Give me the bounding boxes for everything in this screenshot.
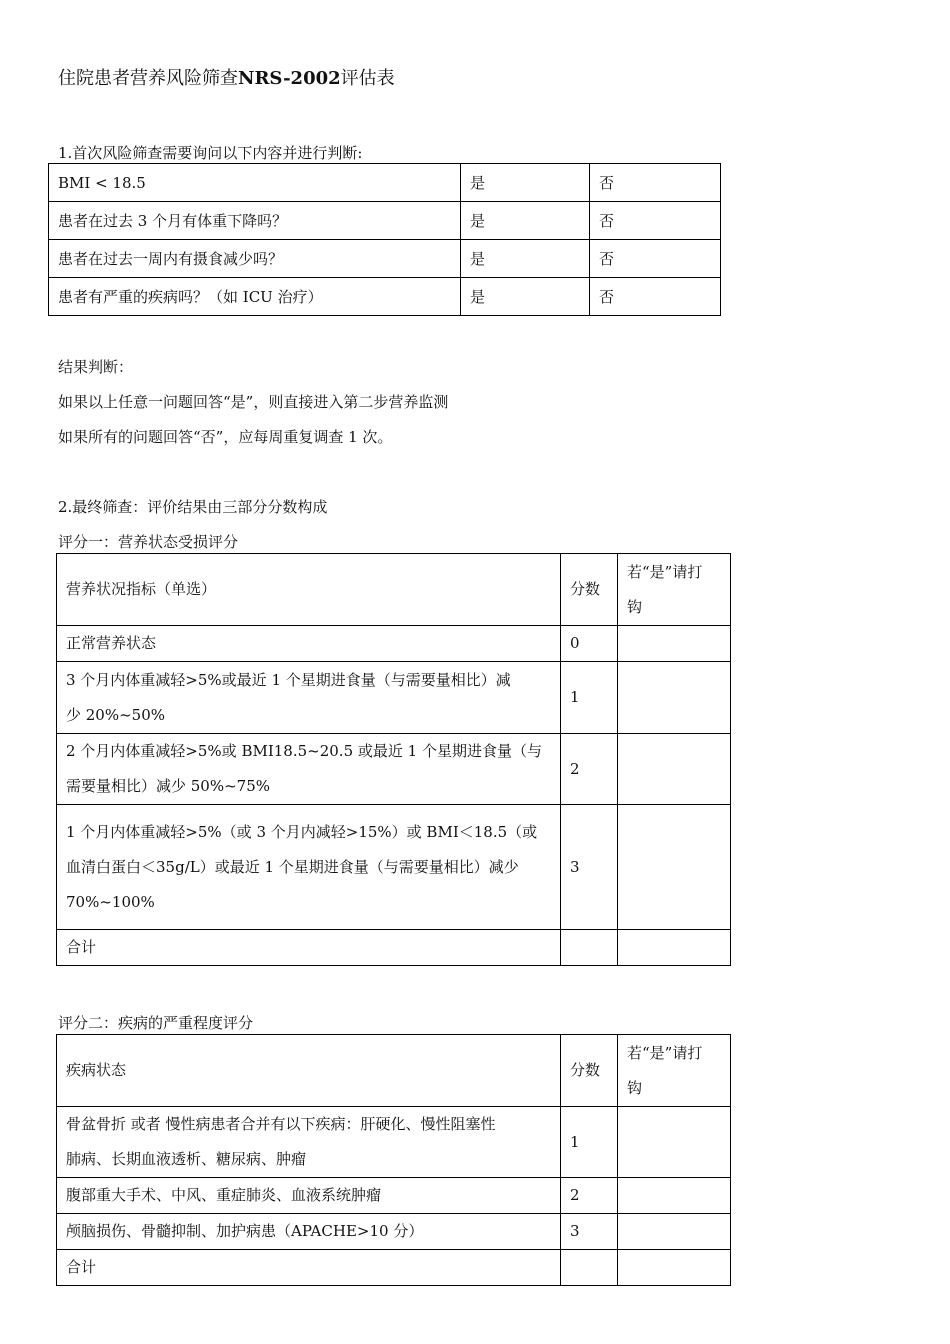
table-row (57, 734, 731, 805)
title-prefix: 住院患者营养风险筛查 (58, 68, 238, 89)
total-label: 合计 (57, 930, 561, 966)
yes-option[interactable]: 是 (461, 202, 590, 240)
header-indicator: 营养状况指标（单选） (57, 554, 561, 626)
question-cell: BMI < 18.5 (49, 164, 461, 202)
section1-heading: 1.首次风险筛查需要询问以下内容并进行判断: (58, 144, 363, 162)
result-line-2: 如果所有的问题回答“否”，应每周重复调查 1 次。 (58, 428, 393, 446)
table-row (49, 202, 721, 240)
document-title (58, 64, 395, 90)
check-cell[interactable] (618, 1107, 731, 1178)
disease-text: 腹部重大手术、中风、重症肺炎、血液系统肿瘤 (66, 1186, 382, 1204)
table-row (57, 1178, 731, 1214)
table-row (57, 805, 731, 930)
header-check-line1: 若“是”请打 (627, 1043, 703, 1062)
result-heading: 结果判断： (58, 358, 134, 376)
total-row (57, 930, 731, 966)
score-cell: 3 (561, 805, 618, 930)
question-cell: 患者有严重的疾病吗？（如 ICU 治疗） (49, 278, 461, 316)
indicator-text: 1 个月内体重减轻>5%（或 3 个月内减轻>15%）或 BMI＜18.5（或 (66, 822, 538, 841)
total-check-cell[interactable] (618, 1250, 731, 1286)
score-cell: 1 (561, 1107, 618, 1178)
check-cell[interactable] (618, 734, 731, 805)
check-cell[interactable] (618, 662, 731, 734)
score-cell: 2 (561, 734, 618, 805)
indicator-cell (57, 805, 561, 930)
no-option[interactable]: 否 (590, 278, 721, 316)
indicator-text: 3 个月内体重减轻>5%或最近 1 个星期进食量（与需要量相比）减 (66, 670, 511, 689)
header-score: 分数 (561, 554, 618, 626)
initial-screening-table (48, 163, 721, 316)
check-cell[interactable] (618, 1214, 731, 1250)
check-cell[interactable] (618, 626, 731, 662)
indicator-cell (57, 734, 561, 805)
indicator-text: 血清白蛋白＜35g/L）或最近 1 个星期进食量（与需要量相比）减少 (66, 857, 519, 876)
check-cell[interactable] (618, 805, 731, 930)
table-row (57, 626, 731, 662)
nutrition-score-table (56, 553, 731, 966)
header-check (618, 1035, 731, 1107)
disease-text: 肺病、长期血液透析、糖尿病、肿瘤 (66, 1150, 307, 1168)
table-header-row (57, 554, 731, 626)
indicator-text: 70%~100% (66, 892, 155, 911)
header-indicator: 疾病状态 (57, 1035, 561, 1107)
table-row (57, 1107, 731, 1178)
total-label: 合计 (57, 1250, 561, 1286)
score-cell: 3 (561, 1214, 618, 1250)
check-cell[interactable] (618, 1178, 731, 1214)
total-score-cell[interactable] (561, 930, 618, 966)
yes-option[interactable]: 是 (461, 278, 590, 316)
no-option[interactable]: 否 (590, 202, 721, 240)
header-check-line2: 钩 (627, 1078, 643, 1097)
score-cell: 1 (561, 662, 618, 734)
table-row (49, 164, 721, 202)
header-check-line2: 钩 (627, 597, 643, 616)
total-score-cell[interactable] (561, 1250, 618, 1286)
indicator-text: 正常营养状态 (66, 634, 157, 652)
table-header-row (57, 1035, 731, 1107)
no-option[interactable]: 否 (590, 240, 721, 278)
indicator-text: 需要量相比）减少 50%~75% (66, 777, 271, 795)
disease-cell (57, 1214, 561, 1250)
no-option[interactable]: 否 (590, 164, 721, 202)
table-row (49, 240, 721, 278)
section2-heading: 2.最终筛查：评价结果由三部分分数构成 (58, 498, 328, 516)
indicator-text: 少 20%~50% (66, 705, 166, 724)
total-row (57, 1250, 731, 1286)
score2-caption: 评分二：疾病的严重程度评分 (58, 1014, 254, 1032)
header-check (618, 554, 731, 626)
table-row (57, 1214, 731, 1250)
header-check-line1: 若“是”请打 (627, 562, 703, 581)
result-line-1: 如果以上任意一问题回答“是”，则直接进入第二步营养监测 (58, 393, 449, 411)
disease-text: 骨盆骨折 或者 慢性病患者合并有以下疾病：肝硬化、慢性阻塞性 (66, 1115, 496, 1133)
disease-score-table (56, 1034, 731, 1286)
indicator-text: 2 个月内体重减轻>5%或 BMI18.5~20.5 或最近 1 个星期进食量（与 (66, 742, 542, 760)
yes-option[interactable]: 是 (461, 164, 590, 202)
table-row (49, 278, 721, 316)
disease-cell (57, 1107, 561, 1178)
title-bold: NRS-2002 (238, 68, 341, 89)
title-suffix: 评估表 (340, 68, 395, 89)
indicator-cell (57, 662, 561, 734)
yes-option[interactable]: 是 (461, 240, 590, 278)
question-cell: 患者在过去一周内有摄食减少吗？ (49, 240, 461, 278)
score-cell: 0 (561, 626, 618, 662)
table-row (57, 662, 731, 734)
question-cell: 患者在过去 3 个月有体重下降吗？ (49, 202, 461, 240)
score1-caption: 评分一：营养状态受损评分 (58, 533, 239, 551)
disease-text: 颅脑损伤、骨髓抑制、加护病患（APACHE>10 分） (66, 1222, 424, 1240)
total-check-cell[interactable] (618, 930, 731, 966)
header-score: 分数 (561, 1035, 618, 1107)
indicator-cell (57, 626, 561, 662)
disease-cell (57, 1178, 561, 1214)
score-cell: 2 (561, 1178, 618, 1214)
